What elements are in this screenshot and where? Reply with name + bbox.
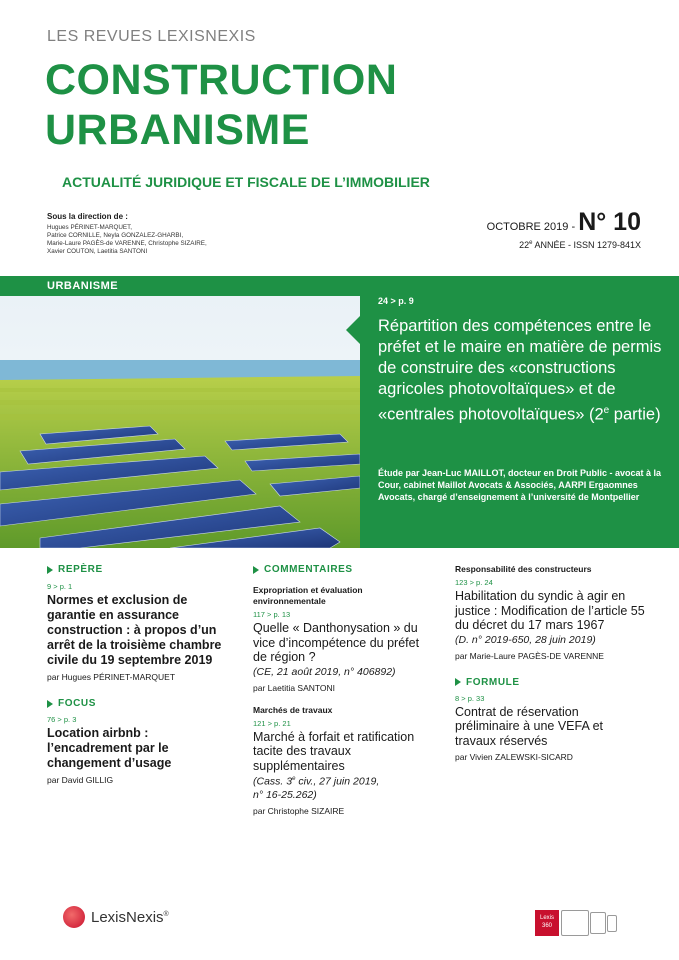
article-title[interactable]: Contrat de réservation préliminaire à une VEFA et travaux réservés [455,704,603,748]
lead-byline: Étude par Jean-Luc MAILLOT, docteur en Droit Public - avocat à la Cour, cabinet Maillot Avocats & Associés, AARPI Ergaomnes Avocats, chargé d’enseignement à l’université de Montpellier [378,468,662,502]
section-triangle-icon [47,700,53,708]
article-title[interactable]: Location airbnb : l’encadrement par le changement d’usage [47,726,172,770]
section-triangle-icon [47,566,53,574]
article-ref: 123 > p. 24 [455,578,493,587]
section-commentaires [253,564,433,575]
section-formule [455,677,645,688]
panel-pointer [346,316,360,344]
article-kicker: Expropriation et évaluation environnementale [253,585,363,606]
issue-info [487,208,641,237]
tablet-icon [561,910,589,936]
article-author: par Hugues PÉRINET-MARQUET [47,672,176,682]
section-focus [47,698,232,709]
section-triangle-icon [455,678,461,686]
badge-line-1: Lexis [539,915,554,921]
article-title[interactable]: Habilitation du syndic à agir en justice : Modification de l’article 55 du décret du 17 mars 1967 [455,589,645,632]
issue-month: OCTOBRE 2019 [486,221,569,233]
article-title[interactable]: Marché à forfait et ratification tacite des travaux supplémentaires [253,729,415,773]
issue-dash: - [568,221,579,233]
article-title[interactable]: Normes et exclusion de garantie en assurance construction : à propos d’un arrêt de la troisième chambre civile du 19 septembre 2019 [47,593,222,667]
article-author: par David GILLIG [47,775,114,785]
lead-article-panel[interactable] [360,276,679,548]
section-label: REPÈRE [58,564,103,575]
article-ref: 8 > p. 33 [455,693,485,703]
direction-line: Marie-Laure PAGÈS-de VARENNE, Christophe SIZAIRE, [47,240,207,247]
article-author: par Vivien ZALEWSKI-SICARD [455,752,573,762]
solar-field-photo [0,276,360,548]
section-label: COMMENTAIRES [264,564,353,575]
tablet-icon [590,912,606,934]
category-label: URBANISME [47,280,119,292]
article-citation: (CE, 21 août 2019, n° 406892) [253,665,396,678]
lexisnexis-logo-icon [63,906,85,928]
article-author: par Marie-Laure PAGÈS-DE VARENNE [455,650,604,661]
section-triangle-icon [253,566,259,574]
lead-end: partie) [609,405,661,424]
title-line-1: CONSTRUCTION [45,56,398,104]
section-label: FORMULE [466,676,520,688]
cite-sup: e [292,776,296,782]
article-author: par Laetitia SANTONI [253,682,336,693]
section-label: FOCUS [58,698,96,709]
cite-part: (Cass. 3 [253,775,293,788]
year-num: 22 [519,240,530,250]
article-title[interactable]: Quelle « Danthonysation » du vice d’incompétence du préfet de région ? [253,621,420,664]
article-ref: 121 > p. 21 [253,718,291,728]
lexis360-badge [535,910,559,936]
issue-number: N° 10 [578,208,641,236]
article-kicker: Responsabilité des constructeurs [455,564,592,574]
column-reperes-focus [47,564,232,785]
direction-line: Xavier COUTON, Laetitia SANTONI [47,248,148,255]
article-kicker: Marchés de travaux [253,704,333,715]
cite-part: civ., 27 juin 2019, [295,775,380,788]
article-ref: 9 > p. 1 [47,582,73,591]
article-author: par Christophe SIZAIRE [253,805,345,816]
column-responsabilite-formule [455,564,645,762]
year-rest: ANNÉE - ISSN 1279-841X [532,240,641,250]
direction-line: Hugues PÉRINET-MARQUET, [47,224,133,231]
column-commentaires [253,564,433,816]
series-label: LES REVUES LEXISNEXIS [47,28,256,45]
badge-line-2: 360 [541,923,552,929]
lexisnexis-logo [63,906,169,928]
issue-year-issn [519,240,641,250]
section-reperes [47,564,232,575]
subtitle: ACTUALITÉ JURIDIQUE ET FISCALE DE L’IMMOBILIER [62,174,430,190]
phone-icon [607,915,617,932]
lead-page-ref: 24 > p. 9 [378,296,414,306]
logo-wordmark [91,909,169,926]
lead-sup: e [603,405,610,416]
logo-text: LexisNexis [91,908,164,926]
direction-line: Patrice CORNILLE, Neyla GONZALEZ-GHARBI, [47,232,184,239]
hero-section [0,276,679,548]
category-band [0,276,360,296]
article-ref: 76 > p. 3 [47,715,77,724]
article-ref: 117 > p. 13 [253,610,291,619]
solar-field-illustration [0,276,360,548]
year-sup: e [529,240,533,246]
article-citation [253,773,433,789]
lead-article-title[interactable] [378,316,668,426]
logo-registered: ® [163,910,169,918]
lead-text: Répartition des compétences entre le préfet et le maire en matière de permis de construire des «constructions agricoles photovoltaïques» et de «centrales photovoltaïques» (2 [378,317,662,424]
article-citation-line2: n° 16-25.262) [253,788,317,801]
title-line-2: URBANISME [45,106,310,154]
article-citation: (D. n° 2019-650, 28 juin 2019) [455,633,596,646]
direction-label: Sous la direction de : [47,212,128,221]
